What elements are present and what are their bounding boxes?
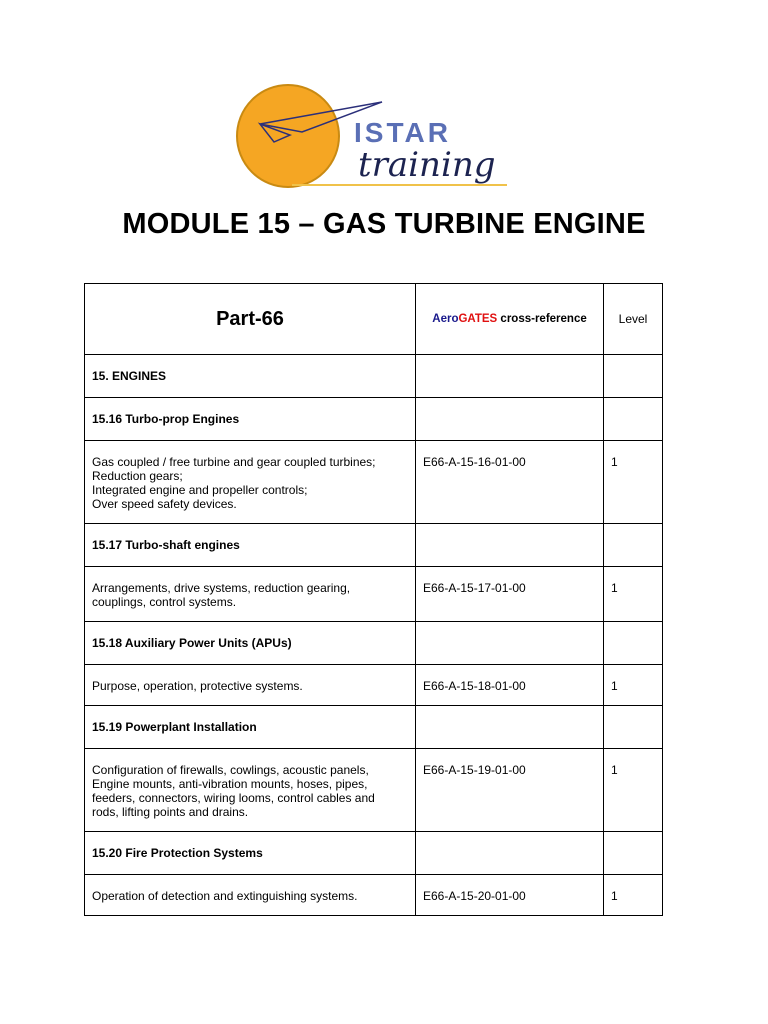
- item-description: [85, 665, 416, 706]
- empty-ref-cell: [416, 398, 604, 441]
- item-description-line: Reduction gears;: [92, 469, 183, 483]
- section-heading: 15.17 Turbo-shaft engines: [85, 524, 416, 567]
- header-part-66: Part-66: [85, 284, 416, 355]
- header-gates-text: GATES: [458, 313, 498, 325]
- empty-level-cell: [604, 355, 663, 398]
- level-value: 1: [604, 875, 663, 916]
- section-heading-row: [85, 355, 663, 398]
- content-item-row: [85, 749, 663, 832]
- section-heading: 15.18 Auxiliary Power Units (APUs): [85, 622, 416, 665]
- empty-level-cell: [604, 524, 663, 567]
- level-value: 1: [604, 441, 663, 524]
- aerogates-reference: E66-A-15-18-01-00: [416, 665, 604, 706]
- level-value: 1: [604, 567, 663, 622]
- logo-istar-text: ISTAR: [354, 117, 451, 148]
- table-header-row: [85, 284, 663, 355]
- item-description-line: Engine mounts, anti-vibration mounts, hoses, pipes,: [92, 777, 368, 791]
- section-heading-row: [85, 706, 663, 749]
- section-heading: 15.19 Powerplant Installation: [85, 706, 416, 749]
- empty-ref-cell: [416, 706, 604, 749]
- item-description: [85, 875, 416, 916]
- empty-level-cell: [604, 706, 663, 749]
- section-heading-row: [85, 524, 663, 567]
- table-body: [85, 355, 663, 916]
- item-description-line: Integrated engine and propeller controls;: [92, 483, 308, 497]
- empty-level-cell: [604, 398, 663, 441]
- level-value: 1: [604, 749, 663, 832]
- item-description-line: Arrangements, drive systems, reduction gearing,: [92, 581, 351, 595]
- item-description-line: rods, lifting points and drains.: [92, 805, 249, 819]
- header-aerogates-xref: [416, 284, 604, 355]
- section-heading-row: [85, 622, 663, 665]
- item-description-line: Gas coupled / free turbine and gear coupled turbines;: [92, 455, 376, 469]
- content-item-row: [85, 441, 663, 524]
- header-aero-text: Aero: [432, 313, 459, 325]
- istar-logo-graphic: [232, 80, 537, 192]
- section-heading: 15.20 Fire Protection Systems: [85, 832, 416, 875]
- empty-ref-cell: [416, 524, 604, 567]
- empty-level-cell: [604, 832, 663, 875]
- section-heading: 15.16 Turbo-prop Engines: [85, 398, 416, 441]
- section-heading: 15. ENGINES: [85, 355, 416, 398]
- level-value: 1: [604, 665, 663, 706]
- content-item-row: [85, 567, 663, 622]
- empty-ref-cell: [416, 355, 604, 398]
- logo-training-text: training: [358, 145, 496, 185]
- item-description: [85, 567, 416, 622]
- item-description: [85, 749, 416, 832]
- empty-level-cell: [604, 622, 663, 665]
- item-description-line: Configuration of firewalls, cowlings, acoustic panels,: [92, 763, 369, 777]
- empty-ref-cell: [416, 622, 604, 665]
- page-title: MODULE 15 – GAS TURBINE ENGINE: [122, 208, 646, 240]
- aerogates-reference: E66-A-15-19-01-00: [416, 749, 604, 832]
- header-xref-text: cross-reference: [497, 313, 587, 325]
- item-description-line: Purpose, operation, protective systems.: [92, 679, 303, 693]
- item-description-line: feeders, connectors, wiring looms, control cables and: [92, 791, 375, 805]
- content-item-row: [85, 875, 663, 916]
- section-heading-row: [85, 398, 663, 441]
- aerogates-reference: E66-A-15-17-01-00: [416, 567, 604, 622]
- empty-ref-cell: [416, 832, 604, 875]
- section-heading-row: [85, 832, 663, 875]
- header-level: Level: [604, 284, 663, 355]
- istar-training-logo: [232, 80, 537, 192]
- aerogates-reference: E66-A-15-16-01-00: [416, 441, 604, 524]
- item-description-line: couplings, control systems.: [92, 595, 237, 609]
- item-description-line: Over speed safety devices.: [92, 497, 237, 511]
- item-description-line: Operation of detection and extinguishing systems.: [92, 889, 358, 903]
- aerogates-reference: E66-A-15-20-01-00: [416, 875, 604, 916]
- part66-cross-reference-table: [84, 283, 663, 916]
- item-description: [85, 441, 416, 524]
- content-item-row: [85, 665, 663, 706]
